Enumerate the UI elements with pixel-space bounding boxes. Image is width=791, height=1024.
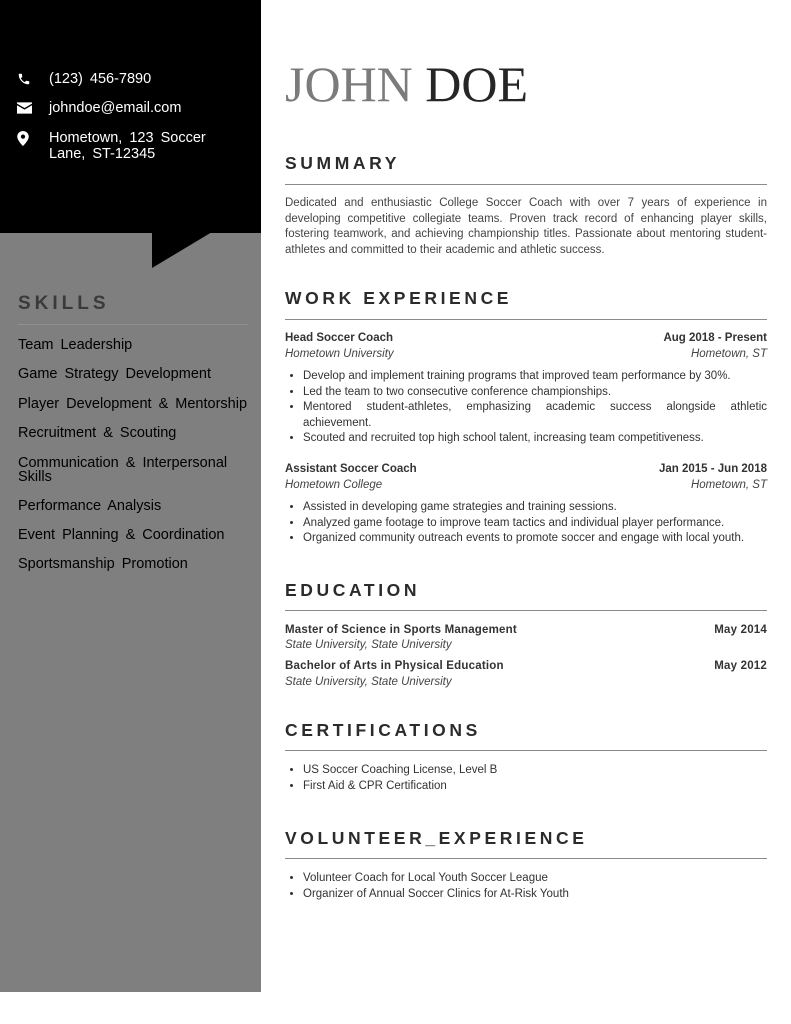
list-item: • Organizer of Annual Soccer Clinics for At-Risk Youth bbox=[303, 887, 767, 903]
skill-item: Performance Analysis bbox=[18, 498, 162, 514]
job-dates: Jan 2015 - Jun 2018 bbox=[658, 463, 767, 475]
list-item: • Volunteer Coach for Local Youth Soccer League bbox=[303, 871, 767, 887]
summary-text: Dedicated and enthusiastic College Soccer Coach with over 7 years of experience in developing competitive collegiate teams. Proven track record of enhancing player skills, fostering teamwork, and achieving championship titles. Passionate about mentoring student-athletes and committed to their academic and athletic success. bbox=[285, 197, 767, 256]
degree-date: May 2012 bbox=[714, 660, 767, 672]
job-header bbox=[285, 463, 767, 475]
list-item: • Led the team to two consecutive conference championships. bbox=[303, 385, 767, 401]
work-experience-title: WORK EXPERIENCE bbox=[285, 288, 513, 308]
certifications-list bbox=[285, 763, 767, 794]
phone-icon bbox=[17, 71, 49, 87]
list-item: • US Soccer Coaching License, Level B bbox=[303, 763, 767, 779]
volunteer-list bbox=[285, 871, 767, 902]
skill-item: Communication & Interpersonal Skills bbox=[18, 455, 228, 485]
school: State University, State University bbox=[285, 676, 452, 688]
job-org: Hometown College bbox=[285, 479, 383, 491]
address-text: Hometown, 123 Soccer Lane, ST-12345 bbox=[49, 130, 206, 162]
education-entry bbox=[285, 624, 767, 636]
envelope-icon bbox=[17, 100, 49, 116]
degree: Bachelor of Arts in Physical Education bbox=[285, 660, 504, 672]
job-role: Assistant Soccer Coach bbox=[285, 463, 417, 475]
skills-title: SKILLS bbox=[18, 293, 110, 314]
skill-item: Team Leadership bbox=[18, 337, 133, 353]
job-header bbox=[285, 332, 767, 344]
degree: Master of Science in Sports Management bbox=[285, 624, 517, 636]
contact-box-notch bbox=[152, 232, 212, 268]
list-item: • Scouted and recruited top high school talent, increasing team competitiveness. bbox=[303, 431, 767, 447]
certifications-divider bbox=[285, 750, 767, 751]
work-experience-divider bbox=[285, 319, 767, 320]
last-name: DOE bbox=[425, 56, 529, 112]
degree-date: May 2014 bbox=[714, 624, 767, 636]
job-dates: Aug 2018 - Present bbox=[663, 332, 767, 344]
job-bullets bbox=[285, 369, 767, 447]
contact-box bbox=[0, 0, 261, 233]
contact-address bbox=[17, 130, 219, 162]
list-item: • First Aid & CPR Certification bbox=[303, 779, 767, 795]
job-subheader bbox=[285, 479, 767, 491]
skill-item: Sportsmanship Promotion bbox=[18, 556, 188, 572]
skill-item: Player Development & Mentorship bbox=[18, 396, 248, 412]
education-entry bbox=[285, 660, 767, 672]
skill-item: Event Planning & Coordination bbox=[18, 527, 225, 543]
certifications-title: CERTIFICATIONS bbox=[285, 720, 481, 740]
contact-email bbox=[17, 100, 219, 116]
candidate-name bbox=[285, 56, 528, 112]
job-location: Hometown, ST bbox=[690, 479, 767, 491]
map-pin-icon bbox=[17, 130, 49, 146]
summary-divider bbox=[285, 184, 767, 185]
skill-item: Game Strategy Development bbox=[18, 366, 211, 382]
email-text[interactable]: johndoe@email.com bbox=[49, 100, 182, 116]
list-item: • Assisted in developing game strategies and training sessions. bbox=[303, 500, 767, 516]
school: State University, State University bbox=[285, 639, 452, 651]
job-role: Head Soccer Coach bbox=[285, 332, 394, 344]
volunteer-divider bbox=[285, 858, 767, 859]
list-item: • Organized community outreach events to promote soccer and engage with local youth. bbox=[303, 531, 767, 547]
education-title: EDUCATION bbox=[285, 580, 421, 600]
volunteer-title: VOLUNTEER_EXPERIENCE bbox=[285, 828, 588, 848]
job-bullets bbox=[285, 500, 767, 547]
summary-title: SUMMARY bbox=[285, 153, 400, 173]
skill-item: Recruitment & Scouting bbox=[18, 425, 177, 441]
phone-text[interactable]: (123) 456-7890 bbox=[49, 71, 152, 87]
list-item: • Mentored student-athletes, emphasizing academic success alongside athletic achievement. bbox=[303, 400, 767, 431]
contact-phone bbox=[17, 71, 219, 87]
list-item: • Develop and implement training programs that improved team performance by 30%. bbox=[303, 369, 767, 385]
job-org: Hometown University bbox=[285, 348, 394, 360]
education-divider bbox=[285, 610, 767, 611]
job-subheader bbox=[285, 348, 767, 360]
first-name: JOHN bbox=[285, 56, 413, 112]
job-location: Hometown, ST bbox=[690, 348, 767, 360]
list-item: • Analyzed game footage to improve team tactics and individual player performance. bbox=[303, 516, 767, 532]
skills-divider bbox=[18, 324, 248, 325]
